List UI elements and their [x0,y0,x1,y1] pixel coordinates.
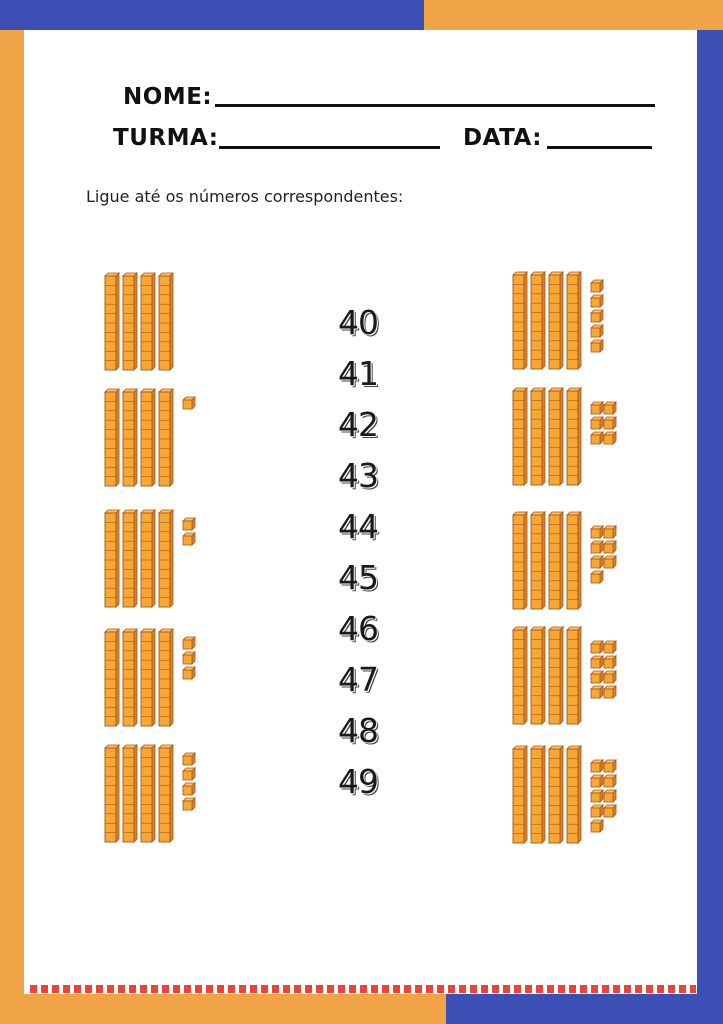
ten-rod [141,389,155,486]
ten-rod [105,510,119,607]
unit-cube [183,397,195,409]
ten-rod [549,512,563,609]
ten-rod [513,272,527,369]
number-43[interactable]: 43 [338,456,378,495]
number-44[interactable]: 44 [338,507,378,546]
right-block-group-2[interactable] [513,388,616,485]
instruction-text: Ligue até os números correspondentes: [86,187,404,206]
number-49[interactable]: 49 [338,762,378,801]
ten-rod [513,388,527,485]
unit-cube [591,775,603,787]
unit-cube [183,652,195,664]
unit-cube [604,775,616,787]
number-42[interactable]: 42 [338,405,378,444]
left-block-group-1[interactable] [105,273,173,370]
unit-cube [591,571,603,583]
ten-rod [567,746,581,843]
unit-cube [183,798,195,810]
right-block-group-1[interactable] [513,272,603,369]
unit-cube [183,768,195,780]
left-block-group-3[interactable] [105,510,195,607]
unit-cube [591,686,603,698]
ten-rod [549,746,563,843]
ten-rod [549,627,563,724]
unit-cube [604,417,616,429]
ten-rod [531,746,545,843]
ten-rod [159,629,173,726]
ten-rod [549,272,563,369]
ten-rod [549,388,563,485]
unit-cube [591,805,603,817]
unit-cube [604,402,616,414]
ten-rod [105,629,119,726]
ten-rod [159,273,173,370]
ten-rod [141,745,155,842]
ten-rod [123,629,137,726]
ten-rod [123,510,137,607]
unit-cube [604,541,616,553]
unit-cube [183,667,195,679]
number-46[interactable]: 46 [338,609,378,648]
unit-cube [183,518,195,530]
unit-cube [591,402,603,414]
ten-rod [567,388,581,485]
unit-cube [604,760,616,772]
unit-cube [591,280,603,292]
ten-rod [513,746,527,843]
unit-cube [604,686,616,698]
unit-cube [591,526,603,538]
date-label: DATA: [463,125,542,151]
ten-rod [531,388,545,485]
ten-rod [159,389,173,486]
ten-rod [513,627,527,724]
left-block-group-4[interactable] [105,629,195,726]
ten-rod [123,273,137,370]
unit-cube [591,760,603,772]
name-label: NOME: [123,84,213,110]
unit-cube [591,656,603,668]
ten-rod [105,273,119,370]
left-block-group-2[interactable] [105,389,195,486]
unit-cube [604,526,616,538]
ten-rod [123,745,137,842]
ten-rod [141,273,155,370]
unit-cube [604,790,616,802]
ten-rod [567,627,581,724]
ten-rod [531,627,545,724]
number-48[interactable]: 48 [338,711,378,750]
unit-cube [591,325,603,337]
unit-cube [591,820,603,832]
unit-cube [183,637,195,649]
unit-cube [183,783,195,795]
left-block-group-5[interactable] [105,745,195,842]
unit-cube [183,753,195,765]
unit-cube [591,417,603,429]
unit-cube [604,556,616,568]
unit-cube [604,805,616,817]
unit-cube [591,556,603,568]
ten-rod [141,629,155,726]
unit-cube [604,656,616,668]
unit-cube [591,432,603,444]
ten-rod [105,389,119,486]
number-40[interactable]: 40 [338,303,378,342]
number-47[interactable]: 47 [338,660,378,699]
ten-rod [159,745,173,842]
ten-rod [531,272,545,369]
unit-cube [591,790,603,802]
unit-cube [591,671,603,683]
ten-rod [531,512,545,609]
unit-cube [591,641,603,653]
ten-rod [513,512,527,609]
number-45[interactable]: 45 [338,558,378,597]
ten-rod [123,389,137,486]
unit-cube [591,310,603,322]
unit-cube [591,340,603,352]
class-label: TURMA: [113,125,219,151]
ten-rod [105,745,119,842]
unit-cube [591,295,603,307]
ten-rod [159,510,173,607]
ten-rod [567,512,581,609]
right-block-group-5[interactable] [513,746,616,843]
ten-rod [141,510,155,607]
right-block-group-3[interactable] [513,512,616,609]
unit-cube [591,541,603,553]
unit-cube [604,671,616,683]
number-41[interactable]: 41 [338,354,378,393]
unit-cube [604,432,616,444]
ten-rod [567,272,581,369]
unit-cube [183,533,195,545]
unit-cube [604,641,616,653]
right-block-group-4[interactable] [513,627,616,724]
